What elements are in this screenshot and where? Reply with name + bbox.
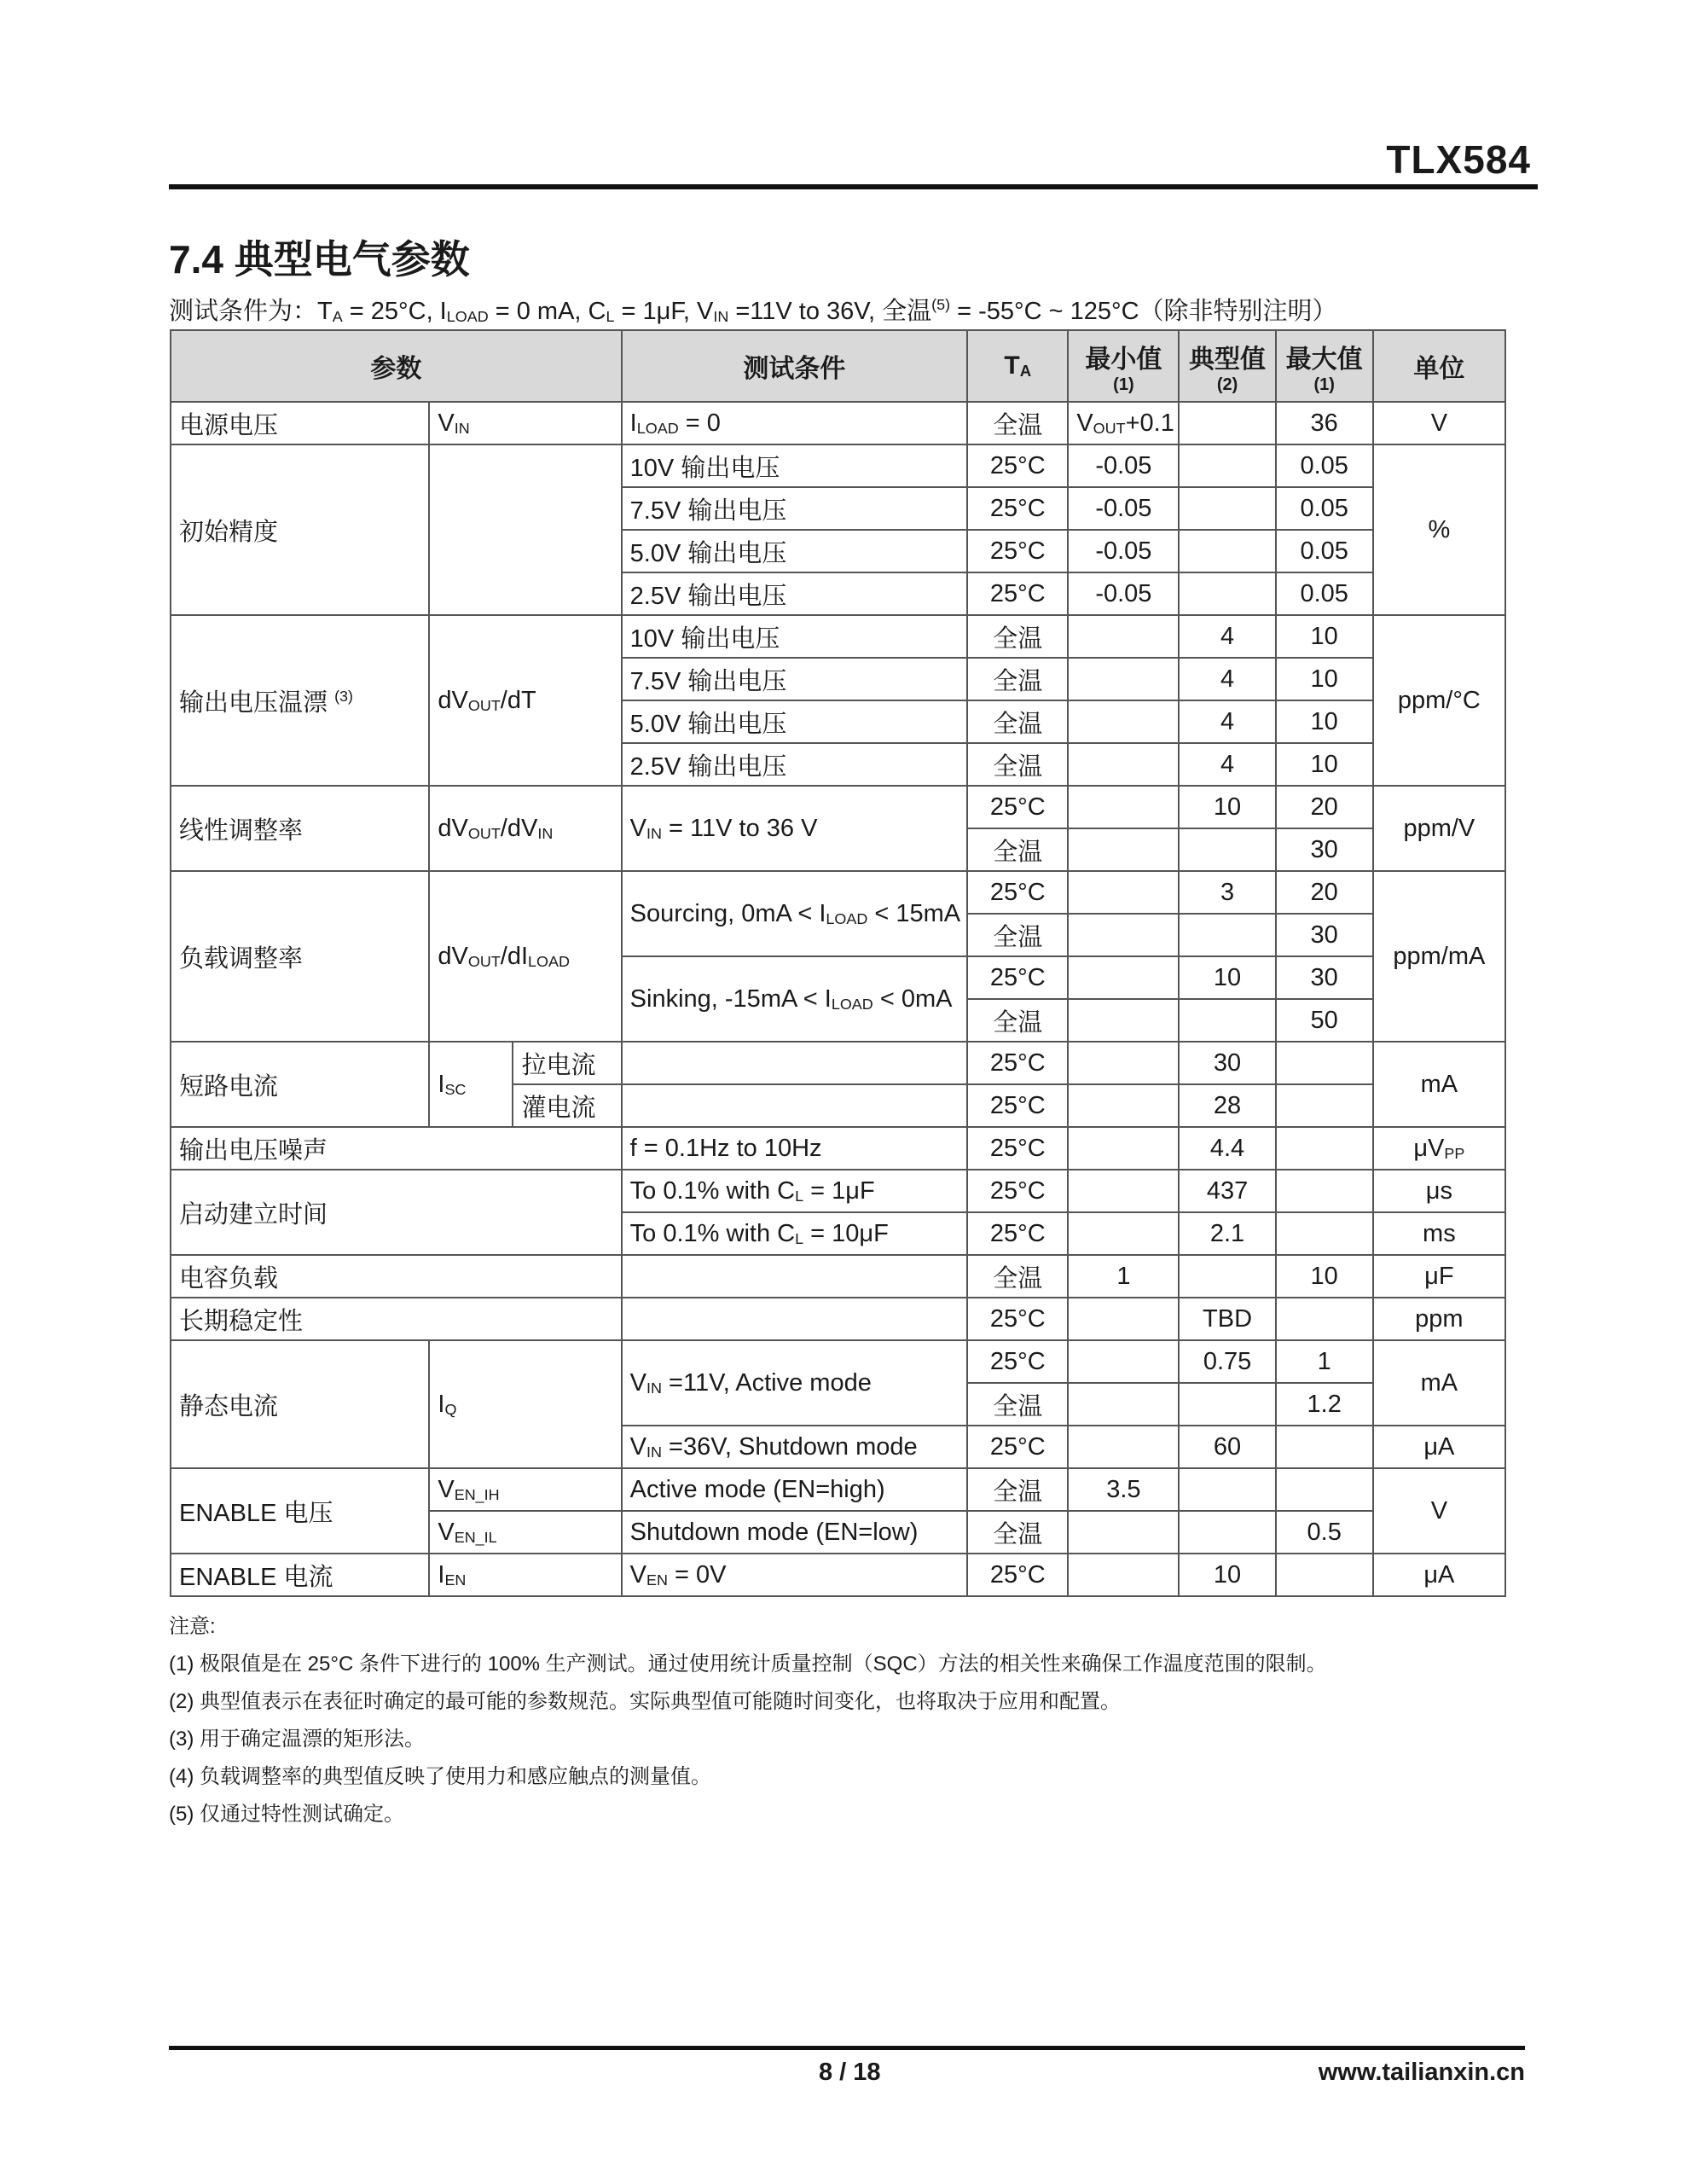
param-symbol: $V_{IN}$ <box>429 402 621 444</box>
param-name: 线性调整率 <box>171 786 429 871</box>
min-cell <box>1068 1212 1179 1255</box>
page-number: 8 / 18 <box>819 2059 881 2086</box>
ta-cell: 25°C <box>967 1127 1068 1170</box>
part-number: TLX584 <box>1386 137 1531 182</box>
test-condition: $V_{IN} = 11V$ to 36 V <box>622 786 968 871</box>
ta-cell: 全温 <box>967 402 1068 444</box>
typ-cell: 30 <box>1179 1042 1275 1084</box>
test-conditions: 测试条件为：$T_A = 25^\circ C$, $I_{LOAD} = 0$ mA, $C_L = 1\mu F$, $V_{IN} =11V$ to 36V, 全温$^{(5)}$ = -55°C ~ 125°C（除非特别注明） <box>169 296 1337 325</box>
min-cell: -0.05 <box>1068 487 1179 530</box>
min-cell: 3.5 <box>1068 1468 1179 1511</box>
footer-rule <box>169 2046 1525 2050</box>
min-cell <box>1068 956 1179 999</box>
param-symbol: $I_{SC}$ <box>429 1042 513 1127</box>
max-cell: 10 <box>1276 700 1373 743</box>
typ-cell: 28 <box>1179 1084 1275 1127</box>
max-cell <box>1276 1298 1373 1340</box>
table-row <box>171 1298 1505 1340</box>
max-cell <box>1276 1084 1373 1127</box>
max-cell <box>1276 1554 1373 1596</box>
param-name: 启动建立时间 <box>171 1170 622 1255</box>
note-item: (5) 仅通过特性测试确定。 <box>169 1803 404 1826</box>
table-row <box>171 1340 1505 1383</box>
header-max: 最大值 (1) <box>1276 330 1373 402</box>
note-item: (1) 极限值是在 25°C 条件下进行的 100% 生产测试。通过使用统计质量控制（SQC）方法的相关性来确保工作温度范围的限制。 <box>169 1653 1327 1676</box>
param-name: 负载调整率 <box>171 871 429 1042</box>
test-condition: Sourcing, $0mA < I_{LOAD} < 15mA$ <box>622 871 968 956</box>
param-symbol <box>429 444 621 615</box>
table-row <box>171 786 1505 828</box>
ta-cell: 全温 <box>967 615 1068 658</box>
test-condition: $V_{IN} =36V$, Shutdown mode <box>622 1426 968 1468</box>
max-cell: 30 <box>1276 956 1373 999</box>
max-cell: 0.05 <box>1276 444 1373 487</box>
ta-cell: 全温 <box>967 1383 1068 1426</box>
ta-cell: 全温 <box>967 1468 1068 1511</box>
ta-cell: 全温 <box>967 828 1068 871</box>
test-condition: 5.0V 输出电压 <box>622 530 968 572</box>
param-name: 输出电压温漂 $^{(3)}$ <box>171 615 429 786</box>
min-cell <box>1068 1298 1179 1340</box>
typ-cell <box>1179 1383 1275 1426</box>
typ-cell <box>1179 1511 1275 1554</box>
test-condition: To 0.1% with $C_L = 1\mu F$ <box>622 1170 968 1212</box>
typ-cell: 10 <box>1179 1554 1275 1596</box>
param-name: 短路电流 <box>171 1042 429 1127</box>
min-cell: 1 <box>1068 1255 1179 1298</box>
max-cell: 20 <box>1276 786 1373 828</box>
ta-cell: 全温 <box>967 700 1068 743</box>
typ-cell: 4.4 <box>1179 1127 1275 1170</box>
test-condition <box>622 1042 968 1084</box>
param-symbol: $V_{EN\_IH}$ <box>429 1468 621 1511</box>
note-item: (4) 负载调整率的典型值反映了使用力和感应触点的测量值。 <box>169 1765 711 1788</box>
typ-cell <box>1179 1255 1275 1298</box>
typ-cell: 0.75 <box>1179 1340 1275 1383</box>
param-symbol: $dV_{OUT}/dT$ <box>429 615 621 786</box>
test-condition <box>622 1084 968 1127</box>
ta-cell: 全温 <box>967 1255 1068 1298</box>
ta-cell: 全温 <box>967 658 1068 700</box>
ta-cell: 25°C <box>967 444 1068 487</box>
param-name: 输出电压噪声 <box>171 1127 622 1170</box>
header-unit: 单位 <box>1373 330 1505 402</box>
max-cell: 36 <box>1276 402 1373 444</box>
max-cell <box>1276 1212 1373 1255</box>
header-rule <box>169 184 1538 189</box>
unit-cell: μs <box>1373 1170 1505 1212</box>
min-cell <box>1068 914 1179 956</box>
table-row <box>171 1042 1505 1084</box>
min-cell <box>1068 871 1179 914</box>
website-link[interactable]: www.tailianxin.cn <box>1318 2059 1525 2086</box>
note-item: (3) 用于确定温漂的矩形法。 <box>169 1728 425 1751</box>
min-cell <box>1068 658 1179 700</box>
ta-cell: 25°C <box>967 1212 1068 1255</box>
param-symbol: $I_{EN}$ <box>429 1554 621 1596</box>
table-row <box>171 871 1505 914</box>
unit-cell: $\mu V_{PP}$ <box>1373 1127 1505 1170</box>
unit-cell: μA <box>1373 1426 1505 1468</box>
test-condition: Shutdown mode (EN=low) <box>622 1511 968 1554</box>
param-name: 电源电压 <box>171 402 429 444</box>
typ-cell: 60 <box>1179 1426 1275 1468</box>
typ-cell <box>1179 530 1275 572</box>
min-cell <box>1068 1426 1179 1468</box>
test-condition: 2.5V 输出电压 <box>622 743 968 786</box>
max-cell <box>1276 1042 1373 1084</box>
unit-cell: μF <box>1373 1255 1505 1298</box>
typ-cell <box>1179 444 1275 487</box>
typ-cell: 10 <box>1179 956 1275 999</box>
typ-cell: 4 <box>1179 658 1275 700</box>
typ-cell: TBD <box>1179 1298 1275 1340</box>
notes-title: 注意: <box>169 1615 216 1638</box>
typ-cell <box>1179 999 1275 1042</box>
max-cell: 10 <box>1276 743 1373 786</box>
max-cell: 30 <box>1276 914 1373 956</box>
max-cell: 10 <box>1276 615 1373 658</box>
ta-cell: 25°C <box>967 1426 1068 1468</box>
max-cell: 1 <box>1276 1340 1373 1383</box>
min-cell <box>1068 743 1179 786</box>
electrical-characteristics-table <box>170 329 1506 1597</box>
ta-cell: 全温 <box>967 914 1068 956</box>
min-cell <box>1068 615 1179 658</box>
min-cell <box>1068 786 1179 828</box>
typ-cell: 4 <box>1179 615 1275 658</box>
header-param: 参数 <box>171 330 622 402</box>
typ-cell: 10 <box>1179 786 1275 828</box>
ta-cell: 25°C <box>967 1170 1068 1212</box>
min-cell: -0.05 <box>1068 530 1179 572</box>
table-row <box>171 1127 1505 1170</box>
max-cell: 0.5 <box>1276 1511 1373 1554</box>
test-condition: 10V 输出电压 <box>622 444 968 487</box>
max-cell: 20 <box>1276 871 1373 914</box>
param-subtype: 灌电流 <box>513 1084 621 1127</box>
table-row <box>171 444 1505 487</box>
min-cell: $V_{OUT}+0.1$ <box>1068 402 1179 444</box>
ta-cell: 25°C <box>967 1340 1068 1383</box>
ta-cell: 25°C <box>967 572 1068 615</box>
param-name: ENABLE 电流 <box>171 1554 429 1596</box>
max-cell: 0.05 <box>1276 572 1373 615</box>
min-cell <box>1068 700 1179 743</box>
max-cell <box>1276 1468 1373 1511</box>
typ-cell: 4 <box>1179 700 1275 743</box>
ta-cell: 25°C <box>967 1042 1068 1084</box>
unit-cell: ppm/V <box>1373 786 1505 871</box>
header-min: 最小值 (1) <box>1068 330 1179 402</box>
param-name: ENABLE 电压 <box>171 1468 429 1554</box>
ta-cell: 25°C <box>967 786 1068 828</box>
min-cell <box>1068 1127 1179 1170</box>
ta-cell: 25°C <box>967 530 1068 572</box>
test-condition: $V_{IN} =11V$, Active mode <box>622 1340 968 1426</box>
header-typ: 典型值 (2) <box>1179 330 1275 402</box>
min-cell <box>1068 828 1179 871</box>
max-cell: 0.05 <box>1276 530 1373 572</box>
ta-cell: 25°C <box>967 956 1068 999</box>
table-row <box>171 402 1505 444</box>
ta-cell: 全温 <box>967 743 1068 786</box>
test-condition: Sinking, $-15mA < I_{LOAD} < 0mA$ <box>622 956 968 1042</box>
ta-cell: 25°C <box>967 1298 1068 1340</box>
test-condition: 7.5V 输出电压 <box>622 658 968 700</box>
ta-cell: 25°C <box>967 871 1068 914</box>
min-cell <box>1068 1340 1179 1383</box>
header-ta: $T_A$ <box>967 330 1068 402</box>
typ-cell <box>1179 1468 1275 1511</box>
unit-cell: ppm/°C <box>1373 615 1505 786</box>
min-cell <box>1068 1383 1179 1426</box>
typ-cell <box>1179 402 1275 444</box>
ta-cell: 25°C <box>967 487 1068 530</box>
unit-cell: ppm/mA <box>1373 871 1505 1042</box>
ta-cell: 25°C <box>967 1084 1068 1127</box>
param-symbol: $V_{EN\_IL}$ <box>429 1511 621 1554</box>
min-cell <box>1068 1042 1179 1084</box>
table-header-row <box>171 330 1505 402</box>
unit-cell: ms <box>1373 1212 1505 1255</box>
typ-cell: 3 <box>1179 871 1275 914</box>
test-condition: $V_{EN} = 0V$ <box>622 1554 968 1596</box>
typ-cell: 2.1 <box>1179 1212 1275 1255</box>
typ-cell <box>1179 487 1275 530</box>
param-name: 电容负载 <box>171 1255 622 1298</box>
min-cell <box>1068 1554 1179 1596</box>
max-cell: 1.2 <box>1276 1383 1373 1426</box>
typ-cell <box>1179 572 1275 615</box>
table-row <box>171 615 1505 658</box>
max-cell: 0.05 <box>1276 487 1373 530</box>
table-row <box>171 1468 1505 1511</box>
max-cell <box>1276 1170 1373 1212</box>
unit-cell: V <box>1373 402 1505 444</box>
test-condition: 2.5V 输出电压 <box>622 572 968 615</box>
param-subtype: 拉电流 <box>513 1042 621 1084</box>
ta-cell: 25°C <box>967 1554 1068 1596</box>
min-cell <box>1068 1170 1179 1212</box>
ta-cell: 全温 <box>967 999 1068 1042</box>
test-condition <box>622 1255 968 1298</box>
unit-cell: V <box>1373 1468 1505 1554</box>
max-cell <box>1276 1426 1373 1468</box>
max-cell <box>1276 1127 1373 1170</box>
typ-cell: 4 <box>1179 743 1275 786</box>
unit-cell: % <box>1373 444 1505 615</box>
test-condition: Active mode (EN=high) <box>622 1468 968 1511</box>
test-condition: $I_{LOAD} = 0$ <box>622 402 968 444</box>
param-symbol: $I_Q$ <box>429 1340 621 1468</box>
typ-cell <box>1179 828 1275 871</box>
unit-cell: mA <box>1373 1042 1505 1127</box>
param-name: 初始精度 <box>171 444 429 615</box>
header-cond: 测试条件 <box>622 330 968 402</box>
test-condition <box>622 1298 968 1340</box>
section-title: 7.4 典型电气参数 <box>169 237 470 282</box>
unit-cell: mA <box>1373 1340 1505 1426</box>
min-cell <box>1068 1511 1179 1554</box>
notes <box>169 1608 1327 1833</box>
test-condition: 5.0V 输出电压 <box>622 700 968 743</box>
max-cell: 50 <box>1276 999 1373 1042</box>
param-name: 静态电流 <box>171 1340 429 1468</box>
test-condition: To 0.1% with $C_L = 10\mu F$ <box>622 1212 968 1255</box>
unit-cell: ppm <box>1373 1298 1505 1340</box>
min-cell: -0.05 <box>1068 572 1179 615</box>
table-row <box>171 1170 1505 1212</box>
max-cell: 10 <box>1276 658 1373 700</box>
min-cell <box>1068 1084 1179 1127</box>
test-condition: 7.5V 输出电压 <box>622 487 968 530</box>
param-symbol: $dV_{OUT}/dV_{IN}$ <box>429 786 621 871</box>
test-condition: f = 0.1Hz to 10Hz <box>622 1127 968 1170</box>
unit-cell: μA <box>1373 1554 1505 1596</box>
min-cell <box>1068 999 1179 1042</box>
typ-cell: 437 <box>1179 1170 1275 1212</box>
typ-cell <box>1179 914 1275 956</box>
param-name: 长期稳定性 <box>171 1298 622 1340</box>
table-row <box>171 1554 1505 1596</box>
table-row <box>171 1255 1505 1298</box>
max-cell: 30 <box>1276 828 1373 871</box>
note-item: (2) 典型值表示在表征时确定的最可能的参数规范。实际典型值可能随时间变化，也将取决于应用和配置。 <box>169 1690 1121 1713</box>
param-symbol: $dV_{OUT}/dI_{LOAD}$ <box>429 871 621 1042</box>
min-cell: -0.05 <box>1068 444 1179 487</box>
ta-cell: 全温 <box>967 1511 1068 1554</box>
test-condition: 10V 输出电压 <box>622 615 968 658</box>
max-cell: 10 <box>1276 1255 1373 1298</box>
